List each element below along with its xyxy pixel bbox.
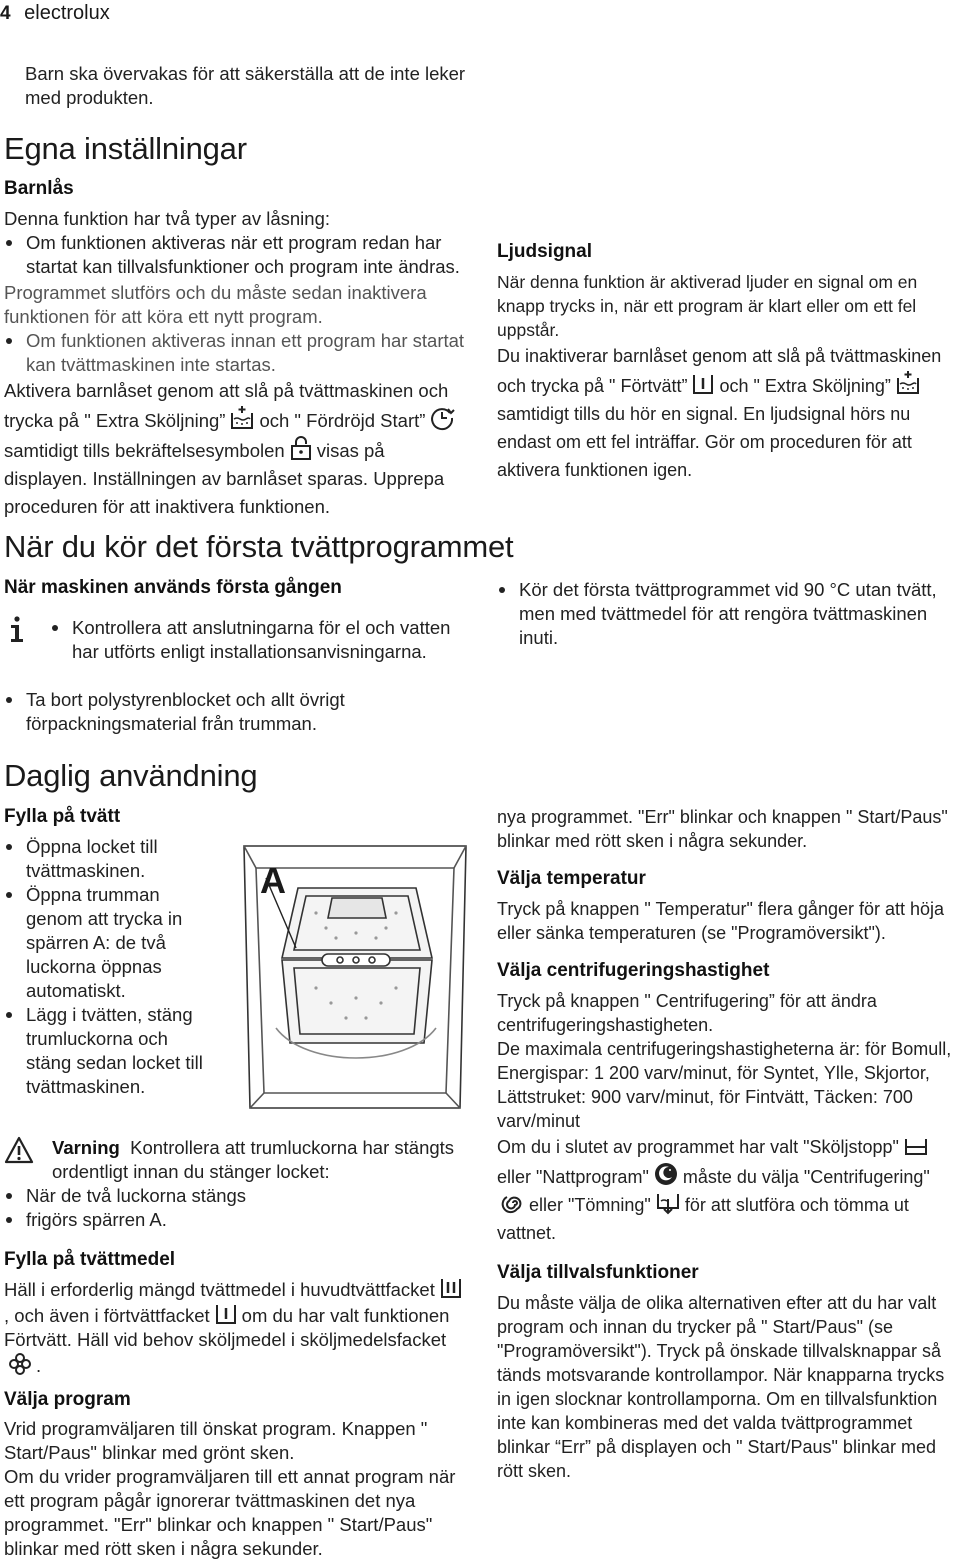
- fylla-tvatt-list: [4, 835, 214, 1099]
- intro-text: Barn ska övervakas för att säkerställa att de inte leker med produkten.: [25, 63, 466, 108]
- list-item: Kör det första tvättprogrammet vid 90 °C utan tvätt, men med tvättmedel för att rengöra tvättmaskinen inuti.: [497, 578, 957, 650]
- barnlas-heading: Barnlås: [4, 178, 74, 199]
- warning-icon: [4, 1136, 34, 1169]
- valja-program-heading: Välja program: [4, 1389, 131, 1410]
- list-item: Öppna trumman genom att trycka in spärren A: de två luckorna öppnas automatiskt.: [4, 883, 214, 1003]
- valja-tillval-heading: Välja tillvalsfunktioner: [497, 1262, 699, 1283]
- right-column-daglig: [497, 805, 960, 1483]
- list-item: Ta bort polystyrenblocket och allt övrigt förpackningsmaterial från trumman.: [4, 688, 470, 736]
- list-item: Öppna locket till tvättmaskinen.: [4, 835, 214, 883]
- fylla-tvatt-heading: Fylla på tvätt: [4, 806, 121, 827]
- section-title-egna: Egna inställningar: [4, 131, 247, 166]
- valja-centrifugering-paragraph-1: Tryck på knappen " Centrifugering” för att ändra centrifugeringshastigheten.: [497, 991, 877, 1035]
- softener-icon: [8, 1352, 32, 1376]
- list-item: frigörs spärren A.: [4, 1208, 470, 1232]
- list-item: Kontrollera att anslutningarna för el och vatten har utförts enligt installationsanvisningarna.: [50, 616, 470, 664]
- barnlas-paragraph: Aktivera barnlåset genom att slå på tvättmaskinen och trycka på " Extra Sköljning” och " Fördröjd Start” samtidigt tills bekräftelsesymbolen visas på displayen. Inställningen av barnlåset sparas. Upprepa proceduren för att inaktivera funktionen.: [4, 377, 472, 521]
- list-item: Lägg i tvätten, stäng trumluckorna och stäng sedan locket till tvättmaskinen.: [4, 1003, 214, 1099]
- page-header: [0, 0, 110, 27]
- barnlas-list: [4, 231, 472, 377]
- forsta-list-right: [497, 578, 957, 650]
- ljudsignal-heading: Ljudsignal: [497, 241, 592, 262]
- barnlas-block: [4, 177, 472, 521]
- drain-icon: [655, 1191, 681, 1215]
- valja-centrifugering-paragraph-3: Om du i slutet av programmet har valt "Sköljstopp" eller "Nattprogram" måste du välja "Centrifugering" eller "Tömning" för att slutföra och tömma ut vattnet.: [497, 1137, 930, 1243]
- ljudsignal-paragraph-1: När denna funktion är aktiverad ljuder en signal om en knapp trycks in, när ett program är klart eller om ett fel uppstår.: [497, 272, 918, 340]
- delay-start-icon: [429, 405, 455, 431]
- child-lock-icon: [289, 435, 313, 461]
- forsta-subheading: När maskinen används första gången: [4, 577, 342, 598]
- valja-program-paragraph-2: Om du vrider programväljaren till ett annat program när ett program pågår ignorerar tvättmaskinen det nya programmet. "Err" blinkar och knappen " Start/Paus" blinkar med rött sken i några sekunder.: [4, 1466, 456, 1559]
- valja-temperatur-paragraph: Tryck på knappen " Temperatur" flera gånger för att höja eller sänka temperaturen (se "Programöversikt").: [497, 899, 945, 943]
- extra-rinse-icon: [229, 405, 255, 431]
- list-item: Om funktionen aktiveras innan ett program har startat kan tvättmaskinen inte startas.: [4, 329, 472, 377]
- valja-centrifugering-paragraph-2: De maximala centrifugeringshastigheterna är: för Bomull, Energispar: 1 200 varv/minut, för Syntet, Ylle, Skjortor, Lättstruket: 900 varv/minut, för Fintvätt, Täcken: 700 varv/minut: [497, 1039, 952, 1131]
- valja-program-continued: nya programmet. "Err" blinkar och knappen " Start/Paus" blinkar med rött sken i några sekunder.: [497, 807, 948, 851]
- forsta-list-left: [50, 616, 470, 664]
- warning-text: Varning Kontrollera att trumluckorna har stängts ordentligt innan du stänger locket:: [52, 1137, 455, 1182]
- barnlas-intro: Denna funktion har två typer av låsning:: [4, 208, 330, 229]
- ljudsignal-paragraph-2: Du inaktiverar barnlåset genom att slå på tvättmaskinen och trycka på " Förtvätt” och " Extra Sköljning” samtidigt tills du hör en signal. En ljudsignal hörs nu endast om ett fel inträffar. Gör om proceduren för att aktivera funktionen igen.: [497, 346, 942, 480]
- valja-program-paragraph-1: Vrid programväljaren till önskat program. Knappen " Start/Paus" blinkar med grönt sken.: [4, 1418, 428, 1463]
- ljudsignal-block: [497, 240, 960, 484]
- prewash-icon: [691, 372, 715, 396]
- main-wash-icon: [439, 1276, 463, 1300]
- figure-label-a: A: [260, 860, 286, 901]
- list-item: Om funktionen aktiveras när ett program redan har startat kan tillvalsfunktioner och program inte ändras. Programmet slutförs och du måste sedan inaktivera funktionen för att köra ett nytt program.: [4, 231, 472, 329]
- extra-rinse-icon: [895, 370, 921, 396]
- drum-illustration: [236, 838, 474, 1116]
- warning-label: Varning: [52, 1137, 120, 1158]
- rinse-hold-icon: [903, 1135, 929, 1157]
- page-number: 4: [0, 3, 11, 24]
- brand-name: electrolux: [24, 2, 110, 24]
- valja-tillval-paragraph: Du måste välja de olika alternativen efter att du har valt program och innan du trycker på " Start/Paus" (se "Programöversikt"). Tryck på önskade tillvalsknappar så tänds motsvarande kontrollampor. När knapparna trycks in igen slocknar kontrollamporna. Om en tillvalsfunktion inte kan kombineras med det valda tvättprogrammet blinkar “Err” på displayen och " Start/Paus" blinkar med rött sken.: [497, 1293, 945, 1481]
- valja-temperatur-heading: Välja temperatur: [497, 868, 646, 889]
- section-title-daglig: Daglig användning: [4, 758, 258, 793]
- prewash-icon: [214, 1302, 238, 1326]
- fylla-medel-heading: Fylla på tvättmedel: [4, 1249, 176, 1270]
- section-title-forsta: När du kör det första tvättprogrammet: [4, 529, 514, 564]
- warning-list: [4, 1184, 470, 1232]
- info-icon: [4, 614, 30, 649]
- fylla-medel-paragraph: Häll i erforderlig mängd tvättmedel i huvudtvättfacket , och även i förtvättfacket om du har valt funktionen Förtvätt. Häll vid behov sköljmedel i sköljmedelsfacket .: [4, 1276, 470, 1378]
- spin-icon: [501, 1191, 525, 1215]
- night-program-icon: [653, 1161, 679, 1187]
- list-item: När de två luckorna stängs: [4, 1184, 470, 1208]
- forsta-list-left-2: [4, 688, 470, 736]
- valja-centrifugering-heading: Välja centrifugeringshastighet: [497, 960, 770, 981]
